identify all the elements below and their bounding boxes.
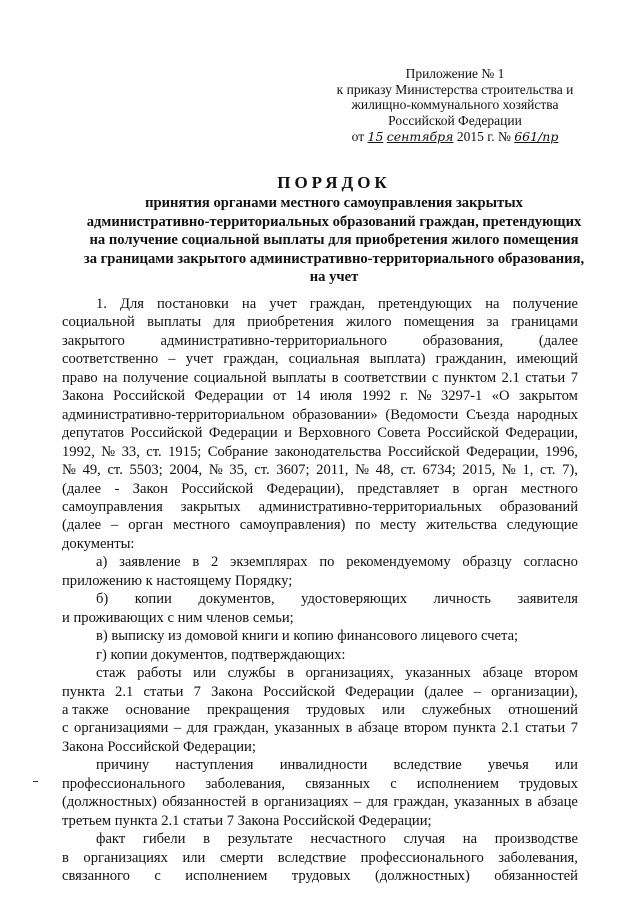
word: получение — [512, 296, 578, 312]
word: ст. — [254, 462, 270, 479]
word: 48, — [375, 462, 394, 479]
text-line — [62, 369, 578, 387]
word: Российской — [181, 480, 254, 497]
word: образований — [499, 498, 578, 515]
word: инвалидности — [279, 757, 368, 774]
word: гибели — [142, 831, 186, 848]
word: абзаце — [482, 665, 523, 682]
word: 2 — [211, 554, 219, 571]
text-line: третьем пункта 2.1 статьи 7 Закона Российской Федерации; — [62, 812, 432, 829]
word: трудовых — [306, 701, 366, 718]
word: пунктом — [443, 369, 497, 386]
word: Собрание — [207, 443, 269, 460]
text-line — [62, 683, 578, 701]
text-line — [62, 664, 578, 682]
word: организациях, — [305, 665, 394, 682]
appendix-country: Российской Федерации — [388, 112, 522, 128]
word: 7 — [193, 683, 201, 700]
word: трудовых — [291, 868, 351, 885]
word: представляет — [357, 480, 440, 497]
word: № — [501, 462, 516, 479]
word: местного — [172, 517, 230, 534]
word: Федерации, — [466, 443, 539, 460]
word: орган — [472, 480, 508, 497]
word: № — [355, 462, 370, 479]
word: 7), — [562, 462, 578, 479]
word: «О — [491, 388, 510, 405]
word: постановки — [156, 296, 229, 312]
word: выплаты — [272, 369, 327, 386]
word: 5503; — [129, 462, 163, 479]
text-line — [62, 480, 578, 498]
word: (далее — [62, 480, 102, 497]
word: граждан, — [213, 720, 269, 737]
word: организациях — [83, 849, 168, 866]
word: связанных — [305, 775, 371, 792]
word: втором — [403, 720, 448, 737]
word: закрытом — [518, 388, 578, 405]
text-line — [62, 775, 578, 793]
word: в — [287, 665, 295, 682]
word: - — [114, 480, 120, 497]
word: самоуправления — [62, 498, 163, 515]
word: следующие — [506, 517, 578, 534]
word: экземплярах — [230, 554, 308, 571]
text-line — [62, 406, 578, 424]
word: или — [381, 701, 405, 718]
word: службы — [227, 665, 276, 682]
word: по — [355, 517, 371, 534]
word: статьи — [525, 720, 566, 737]
word: образцу — [462, 554, 512, 571]
word: причину — [96, 757, 150, 774]
word: 6734; — [422, 462, 456, 479]
subtitle-line: на получение социальной выплаты для приобретения жилого помещения — [89, 232, 579, 249]
word: (должностных) — [374, 868, 470, 885]
word: 3607; — [276, 462, 310, 479]
text-line — [62, 424, 578, 442]
word: (далее — [538, 332, 578, 349]
word: на — [103, 369, 118, 386]
word: для — [366, 794, 388, 811]
word: выплата) — [369, 351, 426, 368]
word: – — [353, 794, 362, 811]
appendix-order-ref: к приказу Министерства строительства и — [336, 81, 574, 97]
word: профессионального — [62, 775, 186, 792]
word: № — [417, 388, 432, 405]
word: депутатов — [62, 425, 125, 442]
text-line — [62, 756, 578, 774]
item-a — [62, 553, 578, 590]
word: стаж — [96, 665, 126, 682]
word: жилого — [346, 314, 392, 331]
word: 2015, — [462, 462, 496, 479]
item-g-work-experience — [62, 664, 578, 756]
word: Российской — [387, 443, 460, 460]
word: образования, — [422, 332, 504, 349]
text-line — [62, 830, 578, 848]
word: граждан, — [223, 351, 279, 368]
word: граждан, — [393, 794, 449, 811]
word: или — [193, 665, 217, 682]
item-b — [62, 590, 578, 627]
word: Федерации — [194, 388, 264, 405]
word: организациями — [74, 720, 169, 737]
word: Для — [119, 296, 144, 312]
word: абзаце — [537, 794, 578, 811]
word: заболевания, — [498, 849, 578, 866]
word: административно-территориальном — [62, 406, 285, 423]
word: 35, — [229, 462, 248, 479]
word: (далее — [62, 517, 102, 534]
word: отношений — [508, 701, 578, 718]
word: 1992, — [62, 443, 95, 460]
word: на — [485, 296, 500, 312]
word: в — [192, 554, 200, 571]
word: прекращения — [206, 701, 290, 718]
word: исполнением — [416, 775, 499, 792]
word: имеющий — [516, 351, 578, 368]
text-line — [62, 387, 578, 405]
word: приобретения — [247, 314, 334, 331]
word: организациях — [263, 794, 349, 811]
subtitle-line: административно-территориальных образований граждан, претендующих — [86, 213, 582, 230]
word: пункта — [62, 683, 105, 700]
word: служебных — [421, 701, 492, 718]
text-line — [62, 461, 578, 479]
word: вследствие — [277, 849, 347, 866]
word: 1996, — [545, 443, 578, 460]
document-body — [62, 295, 578, 886]
word: с — [390, 775, 397, 792]
word: производстве — [494, 831, 578, 848]
word: указанных — [454, 794, 520, 811]
word: профессионального — [360, 849, 484, 866]
text-line: и проживающих с ним членов семьи; — [62, 609, 294, 626]
word: в — [345, 720, 353, 737]
word: Закона — [211, 683, 253, 700]
word: с — [154, 868, 161, 885]
item-v: в) выписку из домовой книги и копию финансового лицевого счета; — [96, 628, 519, 645]
word: с — [62, 720, 69, 737]
word: 2004, — [169, 462, 203, 479]
text-line — [62, 719, 578, 737]
word: Российской — [113, 388, 186, 405]
word: Верховного — [298, 425, 371, 442]
word: или — [182, 849, 206, 866]
word: за — [486, 314, 499, 331]
word: в — [62, 849, 69, 866]
word: работы — [137, 665, 182, 682]
word: согласно — [523, 554, 578, 571]
word: 7 — [570, 369, 578, 386]
text-line: документы: — [62, 535, 135, 552]
word: 1992 — [361, 388, 391, 405]
item-g-death — [62, 830, 578, 885]
word: закрытого — [62, 332, 125, 349]
word: статьи — [525, 369, 566, 386]
date-month: сентября — [386, 129, 454, 144]
word: жительства — [426, 517, 497, 534]
word: на — [462, 831, 478, 848]
text-line — [62, 590, 578, 608]
text-line — [62, 553, 578, 571]
margin-mark — [33, 781, 38, 782]
word: 1915; — [168, 443, 202, 460]
word: граждан, — [309, 296, 365, 312]
word: в — [203, 831, 211, 848]
word: Закона — [62, 388, 104, 405]
word: (Ведомости — [385, 406, 459, 423]
word: 1. — [96, 296, 107, 312]
word: право — [62, 369, 98, 386]
word: 14 — [295, 388, 311, 405]
word: Федерации — [345, 683, 415, 700]
word: по — [319, 554, 335, 571]
word: на — [241, 296, 257, 312]
word: втором — [534, 665, 578, 682]
word: Закон — [132, 480, 168, 497]
word: 2.1 — [501, 720, 520, 737]
word: социальной — [193, 369, 267, 386]
date-prefix: от — [351, 129, 365, 144]
word: с — [431, 369, 439, 386]
word: от — [272, 388, 287, 405]
word: 1, — [522, 462, 534, 479]
word: учет — [269, 296, 297, 312]
word: заявителя — [517, 591, 578, 608]
word: Съезда — [466, 406, 510, 423]
word: Российской — [427, 425, 499, 442]
word: организации), — [491, 683, 578, 700]
word: Российской — [130, 425, 203, 442]
word: в — [331, 369, 339, 386]
word: Российской — [263, 683, 335, 700]
word: смерти — [219, 849, 264, 866]
word: в — [251, 794, 259, 811]
word: для — [186, 720, 209, 737]
word: закрытых — [180, 498, 241, 515]
subtitle-line: принятия органами местного самоуправления закрытых — [145, 195, 523, 211]
word: № — [101, 443, 116, 460]
text-line — [62, 516, 578, 534]
word: связанного — [62, 868, 130, 885]
word: в — [525, 794, 533, 811]
word: основание — [125, 701, 191, 718]
word: самоуправления) — [239, 517, 346, 534]
subtitle-line: на учет — [309, 269, 359, 286]
word: а) — [96, 554, 108, 571]
word: вследствие — [393, 757, 462, 774]
word: – — [173, 720, 182, 737]
date-day: 15 — [367, 129, 384, 144]
word: получение — [122, 369, 189, 386]
text-line — [62, 867, 578, 885]
word: статьи — [143, 683, 184, 700]
word: соответственно — [62, 351, 159, 368]
appendix-ministry: жилищно-коммунального хозяйства — [351, 97, 559, 112]
word: законодательства — [274, 443, 382, 460]
date-year: 2015 г. № — [456, 129, 511, 144]
word: ст. — [540, 462, 556, 479]
word: документов, — [198, 591, 275, 608]
word: (далее — [424, 683, 464, 700]
word: № — [62, 462, 76, 479]
word: образовании» — [292, 406, 378, 423]
word: или — [555, 757, 578, 774]
word: ст. — [146, 443, 162, 460]
word: а также — [62, 701, 109, 718]
word: указанных — [405, 665, 471, 682]
text-line — [62, 498, 578, 516]
word: границами — [511, 314, 578, 331]
word: (должностных) — [62, 794, 157, 811]
word: – — [111, 517, 119, 534]
text-line: Закона Российской Федерации; — [62, 738, 256, 755]
word: учет — [185, 351, 214, 368]
text-line — [62, 332, 578, 350]
text-line — [62, 295, 578, 313]
word: наступления — [175, 757, 254, 774]
word: личность — [433, 591, 491, 608]
word: пункта — [453, 720, 496, 737]
text-line — [62, 443, 578, 461]
word: копии — [134, 591, 172, 608]
word: трудовых — [519, 775, 578, 792]
word: местного — [520, 480, 578, 497]
paragraph-1 — [62, 295, 578, 553]
word: 2.1 — [115, 683, 134, 700]
word: б) — [96, 591, 109, 608]
word: помещения — [403, 314, 475, 331]
text-line — [62, 350, 578, 368]
word: месту — [380, 517, 417, 534]
word: результате — [227, 831, 293, 848]
word: Федерации), — [266, 480, 344, 497]
word: заявление — [119, 554, 181, 571]
word: административно-территориальных — [258, 498, 482, 515]
word: социальной — [62, 314, 135, 331]
text-line — [62, 793, 578, 811]
word: абзаце — [357, 720, 399, 737]
word: случая — [403, 831, 446, 848]
word: народных — [517, 406, 578, 423]
word: несчастного — [310, 831, 386, 848]
appendix-header — [330, 66, 580, 145]
item-g-disability — [62, 756, 578, 830]
appendix-number: Приложение № 1 — [405, 66, 505, 81]
subtitle-line: за границами закрытого административно-территориального образования, — [83, 250, 585, 267]
word: претендующих — [378, 296, 473, 312]
word: № — [208, 462, 223, 479]
word: выплаты — [147, 314, 202, 331]
word: обязанностей — [494, 868, 578, 885]
text-line — [62, 701, 578, 719]
word: факт — [96, 831, 126, 848]
word: обязанностей — [162, 794, 247, 811]
word: орган — [128, 517, 164, 534]
document-title: ПОРЯДОК — [277, 173, 391, 192]
word: рекомендуемому — [346, 554, 451, 571]
word: 2.1 — [501, 369, 520, 386]
word: – — [473, 683, 481, 700]
word: 2011, — [316, 462, 349, 479]
word: для — [213, 314, 235, 331]
word: Федерации — [208, 425, 278, 442]
order-date-line — [330, 129, 580, 145]
word: Федерации, — [505, 425, 578, 442]
word: социальная — [288, 351, 360, 368]
word: удостоверяющих — [301, 591, 408, 608]
word: ст. — [400, 462, 416, 479]
word: 7 — [570, 720, 578, 737]
word: 33, — [121, 443, 140, 460]
word: указанных — [274, 720, 340, 737]
word: гражданин, — [435, 351, 507, 368]
word: увечья — [487, 757, 529, 774]
word: исполнением — [185, 868, 268, 885]
text-line — [62, 313, 578, 331]
word: заболевания, — [205, 775, 286, 792]
word: г. — [400, 388, 409, 405]
word: 3297-1 — [440, 388, 483, 405]
text-line — [62, 849, 578, 867]
word: июля — [319, 388, 353, 405]
word: Совета — [377, 425, 421, 442]
text-line: приложению к настоящему Порядку; — [62, 572, 293, 589]
document-subtitle — [44, 194, 624, 287]
word: ст. — [107, 462, 123, 479]
word: административно-территориального — [160, 332, 387, 349]
item-g: г) копии документов, подтверждающих: — [96, 646, 346, 663]
word: – — [168, 351, 176, 368]
word: в — [452, 480, 460, 497]
word: 49, — [82, 462, 101, 479]
word: и — [284, 425, 292, 442]
order-number: 661/пр — [514, 129, 559, 144]
word: соответствии — [343, 369, 427, 386]
